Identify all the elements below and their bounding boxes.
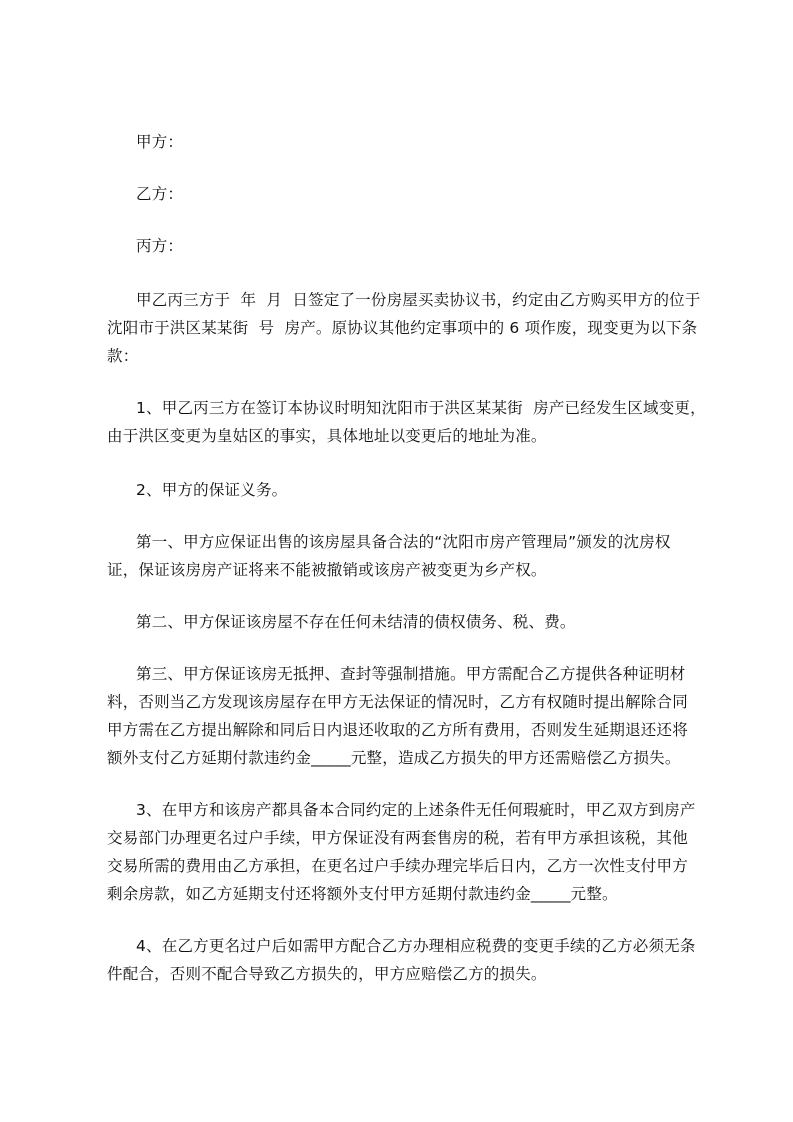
party-b-label: 乙方： (136, 185, 184, 203)
party-c-label: 丙方： (136, 237, 184, 255)
clause-3-line-1: 3、在甲方和该房产都具备本合同约定的上述条件无任何瑕疵时，甲乙双方到房产 (136, 801, 696, 819)
clause-2-first-line-1: 第一、甲方应保证出售的该房屋具备合法的“沈阳市房产管理局”颁发的沈房权 (136, 533, 671, 551)
clause-3-line-2: 交易部门办理更名过户手续，甲方保证没有两套售房的税，若有甲方承担该税，其他 (107, 829, 688, 847)
clause-4-line-2: 件配合，否则不配合导致乙方损失的，甲方应赔偿乙方的损失。 (107, 965, 547, 983)
clause-2-third-line-3: 甲方需在乙方提出解除和同后日内退还收取的乙方所有费用，否则发生延期退还还将 (107, 721, 688, 739)
clause-4-line-1: 4、在乙方更名过户后如需甲方配合乙方办理相应税费的变更手续的乙方必须无条 (136, 937, 696, 955)
clause-2-first-line-2: 证，保证该房房产证将来不能被撤销或该房产被变更为乡产权。 (107, 561, 547, 579)
clause-3-line-4: 剩余房款，如乙方延期支付还将额外支付甲方延期付款违约金_____元整。 (107, 885, 618, 903)
clause-2-second: 第二、甲方保证该房屋不存在任何未结清的债权债务、税、费。 (136, 613, 576, 631)
intro-line-3: 款： (107, 347, 139, 365)
clause-3-line-3: 交易所需的费用由乙方承担，在更名过户手续办理完毕后日内，乙方一次性支付甲方 (107, 857, 688, 875)
party-a-label: 甲方： (136, 133, 184, 151)
clause-2-third-line-4: 额外支付乙方延期付款违约金_____元整，造成乙方损失的甲方还需赔偿乙方损失。 (107, 749, 681, 767)
clause-2-third-line-1: 第三、甲方保证该房无抵押、查封等强制措施。甲方需配合乙方提供各种证明材 (136, 665, 686, 683)
intro-line-1: 甲乙丙三方于 年 月 日签定了一份房屋买卖协议书，约定由乙方购买甲方的位于 (136, 291, 701, 309)
clause-2-heading: 2、甲方的保证义务。 (136, 481, 288, 499)
clause-1-line-1: 1、甲乙丙三方在签订本协议时明知沈阳市于洪区某某街 房产已经发生区域变更， (136, 399, 706, 417)
intro-line-2: 沈阳市于洪区某某街 号 房产。原协议其他约定事项中的 6 项作废，现变更为以下条 (107, 319, 698, 337)
clause-2-third-line-2: 料，否则当乙方发现该房屋存在甲方无法保证的情况时，乙方有权随时提出解除合同 (107, 693, 688, 711)
clause-1-line-2: 由于洪区变更为皇姑区的事实，具体地址以变更后的地址为准。 (107, 427, 547, 445)
